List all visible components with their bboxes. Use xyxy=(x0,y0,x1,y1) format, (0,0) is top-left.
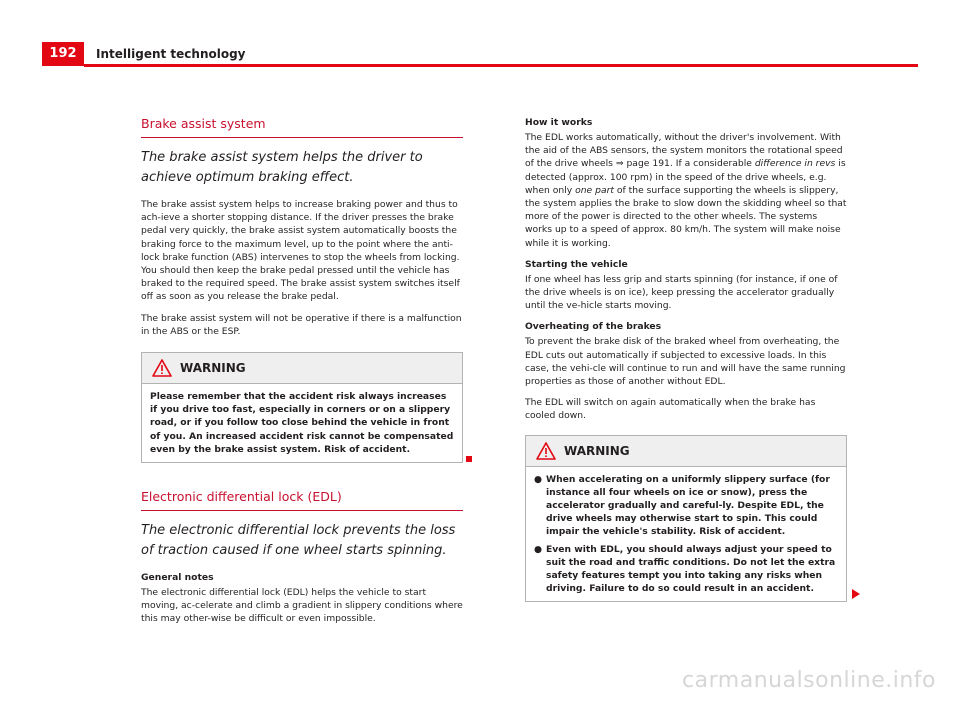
emphasis-text: one part xyxy=(575,184,614,196)
right-column xyxy=(525,116,847,602)
paragraph: The electronic differential lock (EDL) helps the vehicle to start moving, ac-celerate and climb a gradient in slippery conditions where this may other-wise be difficult or even impossible. xyxy=(141,587,463,625)
emphasis-text: difference in revs xyxy=(754,158,836,170)
warning-box-edl xyxy=(525,435,847,603)
page-number: 192 xyxy=(42,42,84,66)
warning-bullet-item xyxy=(534,473,838,539)
paragraph-how-it-works xyxy=(525,131,847,250)
warning-text: Please remember that the accident risk always increases if you drive too fast, especially in corners or on a slippery road, or if you follow too close behind the vehicle in front of you. An increased accident risk cannot be compensated even by the brake assist system. Risk of accident. xyxy=(150,391,454,455)
text-run: is detected (approx. 100 rpm) in the speed of the drive wheels, e.g. when only xyxy=(525,158,846,196)
warning-body xyxy=(142,384,462,462)
subhead-how-it-works: How it works xyxy=(525,117,593,128)
continue-arrow-icon xyxy=(852,589,860,599)
warning-text: When accelerating on a uniformly slippery surface (for instance all four wheels on ice or snow), press the accelerator gradually and careful-ly. Despite EDL, the drive wheels may otherwise start to spin. This could impair the vehicle's stability. Risk of accident. xyxy=(546,473,830,538)
bullet-icon: ● xyxy=(534,473,543,485)
lead-brake-assist: The brake assist system helps the driver to achieve optimum braking effect. xyxy=(141,150,423,185)
subhead-starting-vehicle: Starting the vehicle xyxy=(525,258,628,270)
watermark: carmanualsonline.info xyxy=(682,668,936,693)
paragraph: If one wheel has less grip and starts spinning (for instance, if one of the drive wheels is on ice), keep pressing the accelerator gradually until the ve-hicle starts moving. xyxy=(525,273,838,312)
page-reference-link[interactable]: ⇒ page 191 xyxy=(615,158,670,170)
text-run: The EDL works automatically, without the driver's involvement. With the aid of the ABS sensors, the system monitors the rotational speed of the drive wheels xyxy=(525,132,843,170)
bullet-icon: ● xyxy=(534,543,543,555)
paragraph: The brake assist system helps to increase braking power and thus to ach-ieve a shorter stopping distance. If the driver presses the brake pedal very quickly, the brake assist system automatically boosts the braking force to the maximum level, up to the point where the anti-lock brake function (ABS) intervenes to stop the wheels from locking. You should then keep the brake pedal pressed until the vehicle has braked to the required speed. The brake assist system switches itself off as soon as you release the brake pedal. xyxy=(141,199,460,303)
chapter-title: Intelligent technology xyxy=(96,47,246,61)
section-end-marker xyxy=(466,456,472,462)
warning-bullet-item xyxy=(534,543,838,596)
text-run: of the surface supporting the wheels is slippery, the system applies the brake to slow down the skidding wheel so that more of the power is directed to the other wheels. The systems works up to a speed of approx. 80 km/h. The system will make noise while it is working. xyxy=(525,184,847,249)
warning-label: WARNING xyxy=(180,361,246,376)
warning-text: Even with EDL, you should always adjust your speed to suit the road and traffic conditions. Do not let the extra safety features tempt you into taking any risks when driving. Failure to do so could result in an accident. xyxy=(546,543,836,595)
left-column xyxy=(141,116,463,634)
paragraph: The brake assist system will not be operative if there is a malfunction in the ABS or the ESP. xyxy=(141,312,462,337)
warning-box-brake-assist xyxy=(141,352,463,463)
paragraph: The EDL will switch on again automatically when the brake has cooled down. xyxy=(525,397,816,422)
text-run: . If a considerable xyxy=(669,158,755,170)
section-title-edl: Electronic differential lock (EDL) xyxy=(141,489,463,511)
warning-triangle-icon xyxy=(536,442,556,460)
warning-body xyxy=(526,467,846,602)
paragraph: To prevent the brake disk of the braked wheel from overheating, the EDL cuts out automatically if subjected to excessive loads. In this case, the vehi-cle will continue to run and will have the same running properties as those of another without EDL. xyxy=(525,336,846,388)
subhead-overheating: Overheating of the brakes xyxy=(525,321,662,333)
warning-label: WARNING xyxy=(564,443,630,458)
section-title-brake-assist: Brake assist system xyxy=(141,116,463,138)
warning-triangle-icon xyxy=(152,359,172,377)
subhead-general-notes: General notes xyxy=(141,572,214,584)
warning-header xyxy=(526,436,846,467)
warning-header xyxy=(142,353,462,384)
lead-edl: The electronic differential lock prevents the loss of traction caused if one wheel starts spinning. xyxy=(141,523,456,559)
header-rule xyxy=(84,64,918,67)
